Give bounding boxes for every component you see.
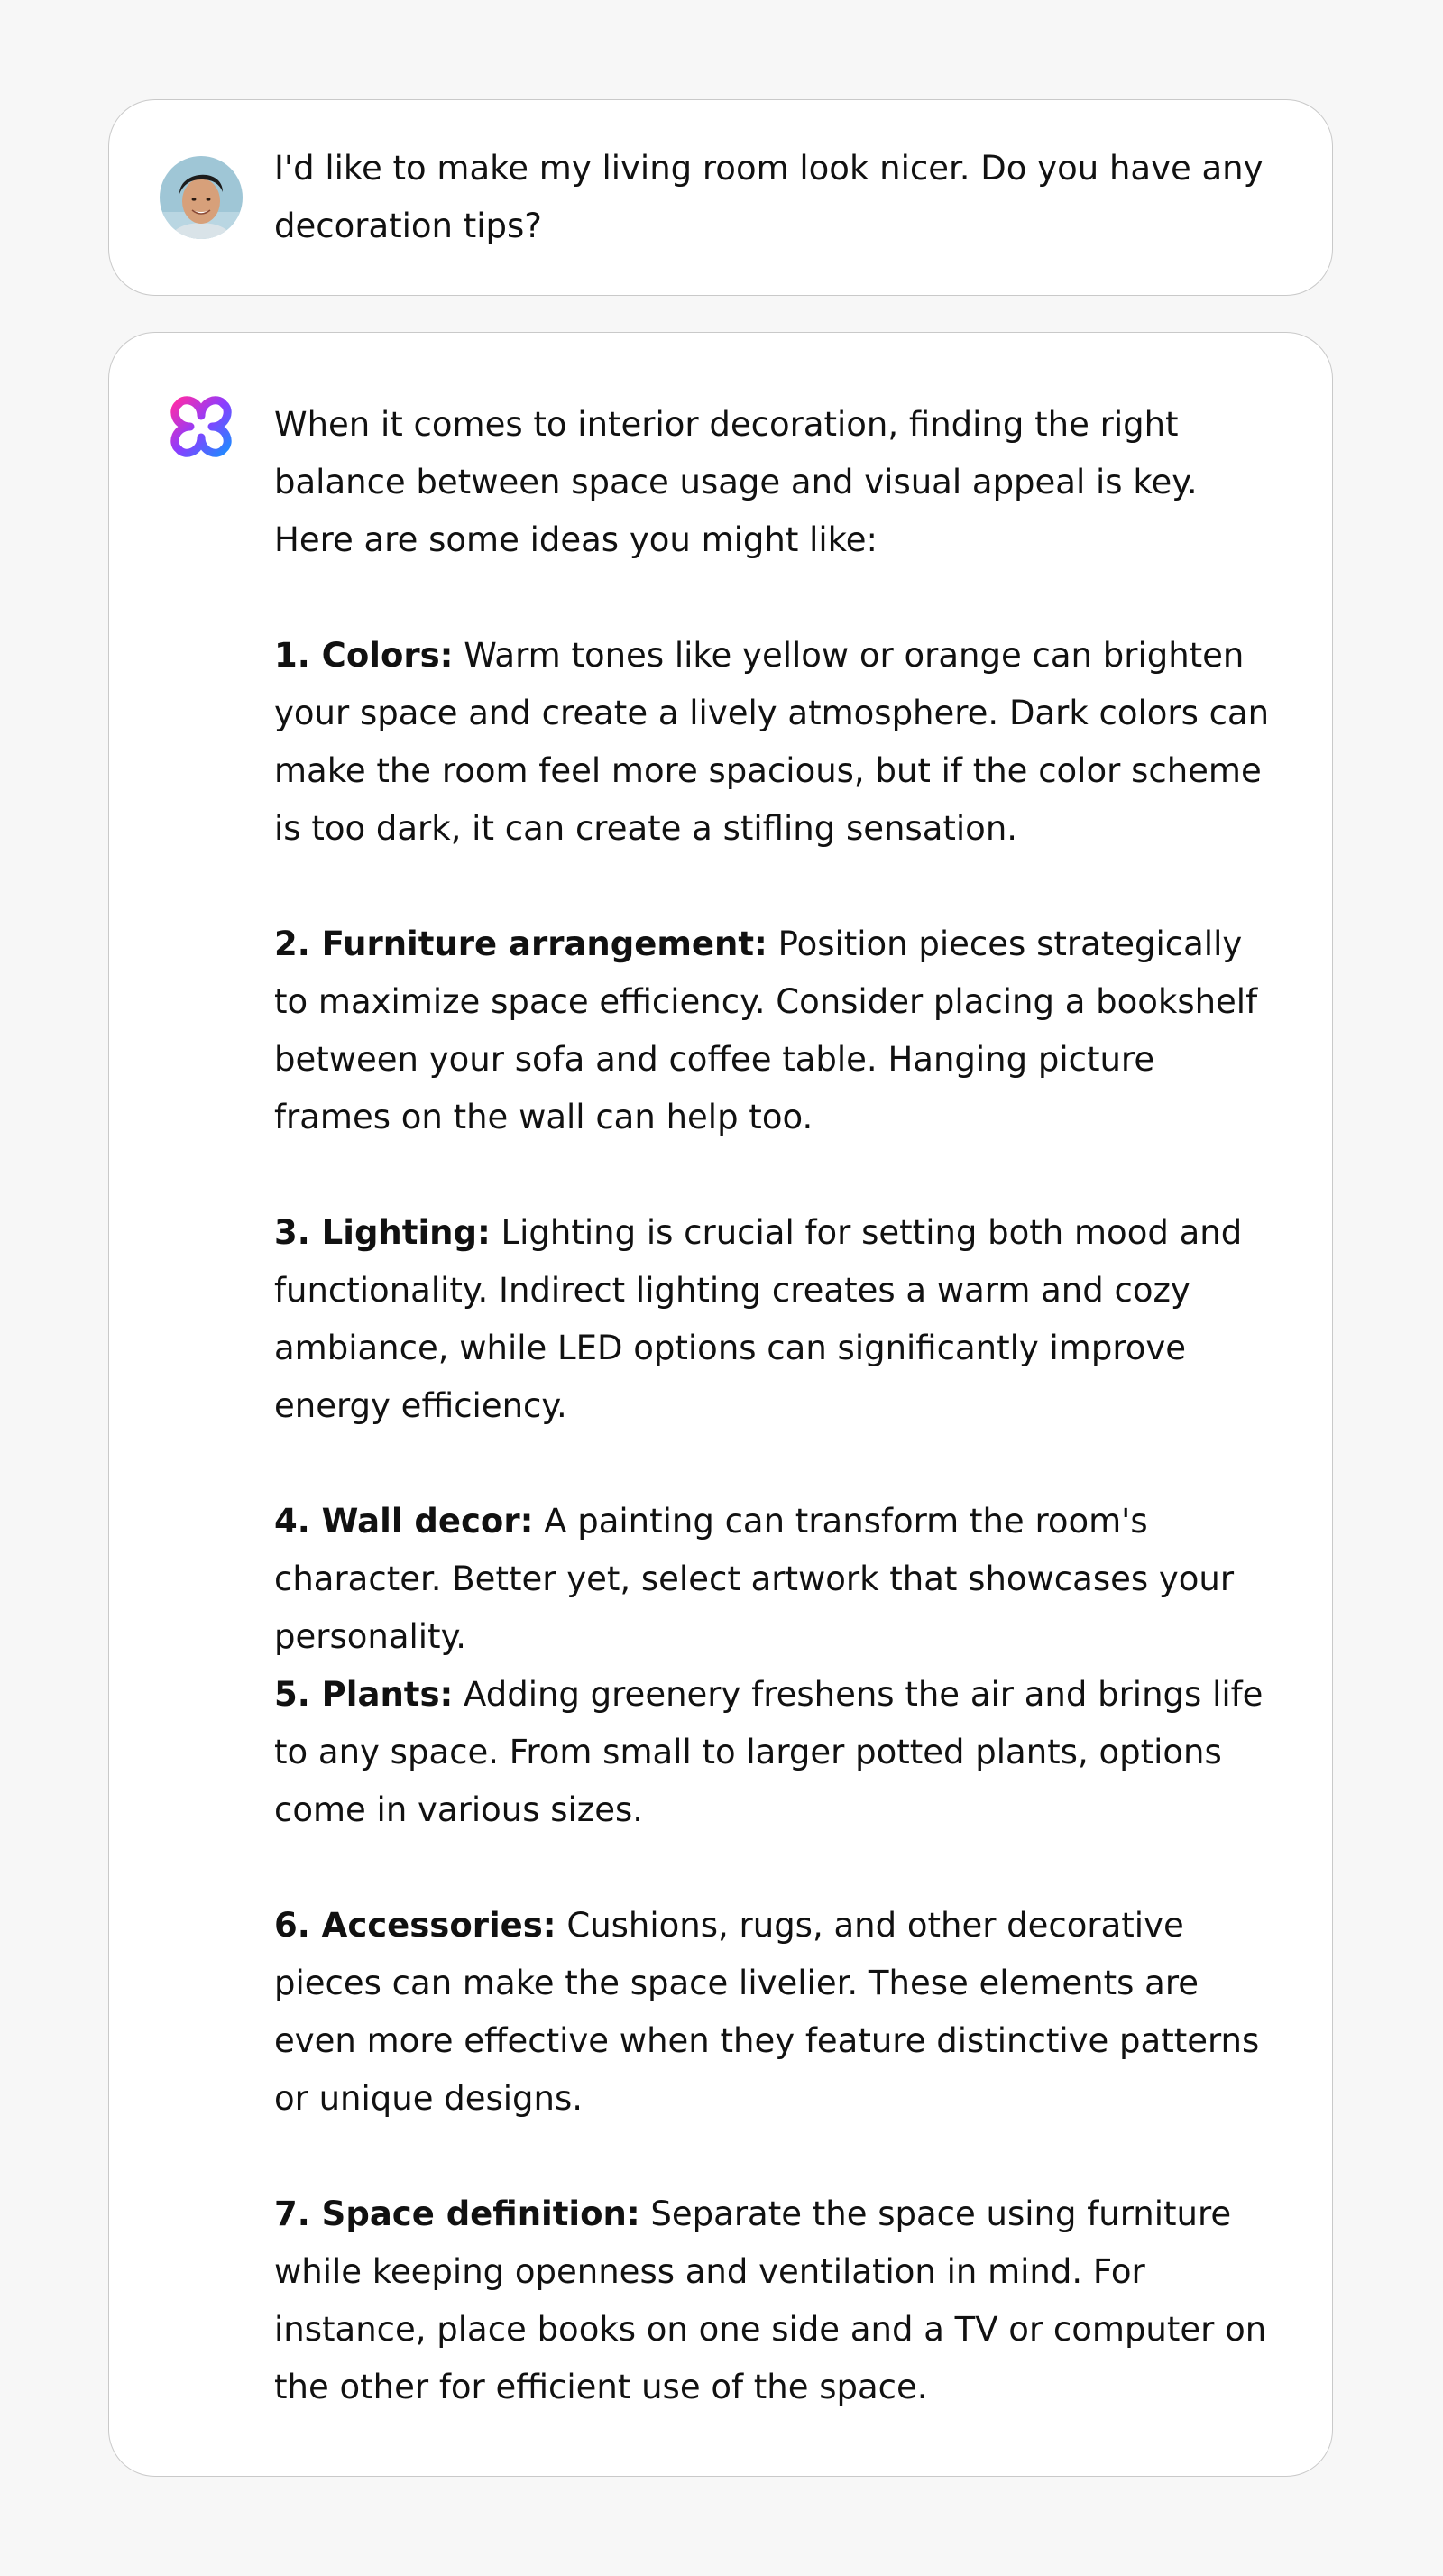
tip-title: 6. Accessories: [274,1906,556,1945]
tip-body: Separate the space using furniture while keeping openness and ventilation in mind. For instance, place books on one side and a TV or computer on the other for efficient use of the space. [274,2194,1267,2406]
tip-item [274,2185,1280,2416]
user-message-card [108,99,1333,296]
user-avatar [160,156,243,239]
tip-title: 4. Wall decor: [274,1502,534,1541]
tip-title: 1. Colors: [274,636,454,675]
tip-title: 3. Lighting: [274,1213,491,1252]
tip-item [274,915,1280,1146]
assistant-message-card [108,332,1333,2477]
tip-item [274,1897,1280,2128]
tip-item [274,627,1280,858]
tip-item [274,1666,1280,1839]
assistant-intro-text: When it comes to interior decoration, finding the right balance between space usage and visual appeal is key. Here are some ideas you might like: [274,405,1198,559]
tip-item [274,1204,1280,1435]
assistant-logo-icon [163,389,239,465]
user-message-text: I'd like to make my living room look nicer. Do you have any decoration tips? [274,149,1264,245]
tip-body: Lighting is crucial for setting both mood and functionality. Indirect lighting creates a warm and cozy ambiance, while LED options can significantly improve energy efficiency. [274,1213,1243,1425]
tip-body: Adding greenery freshens the air and brings life to any space. From small to larger potted plants, options come in various sizes. [274,1675,1264,1829]
tip-title: 7. Space definition: [274,2194,640,2233]
tip-body: Position pieces strategically to maximize space efficiency. Consider placing a bookshelf between your sofa and coffee table. Hanging picture frames on the wall can help too. [274,925,1258,1136]
tip-body: Warm tones like yellow or orange can brighten your space and create a lively atmosphere. Dark colors can make the room feel more spacious, but if the color scheme is too dark, it can create a stifling sensation. [274,636,1270,848]
tip-item [274,1493,1280,1666]
user-avatar-icon [160,156,243,239]
tip-body: Cushions, rugs, and other decorative pieces can make the space livelier. These elements are even more effective when they feature distinctive patterns or unique designs. [274,1906,1260,2118]
tip-title: 5. Plants: [274,1675,454,1714]
tip-body: A painting can transform the room's character. Better yet, select artwork that showcases your personality. [274,1502,1235,1656]
tip-title: 2. Furniture arrangement: [274,925,767,963]
